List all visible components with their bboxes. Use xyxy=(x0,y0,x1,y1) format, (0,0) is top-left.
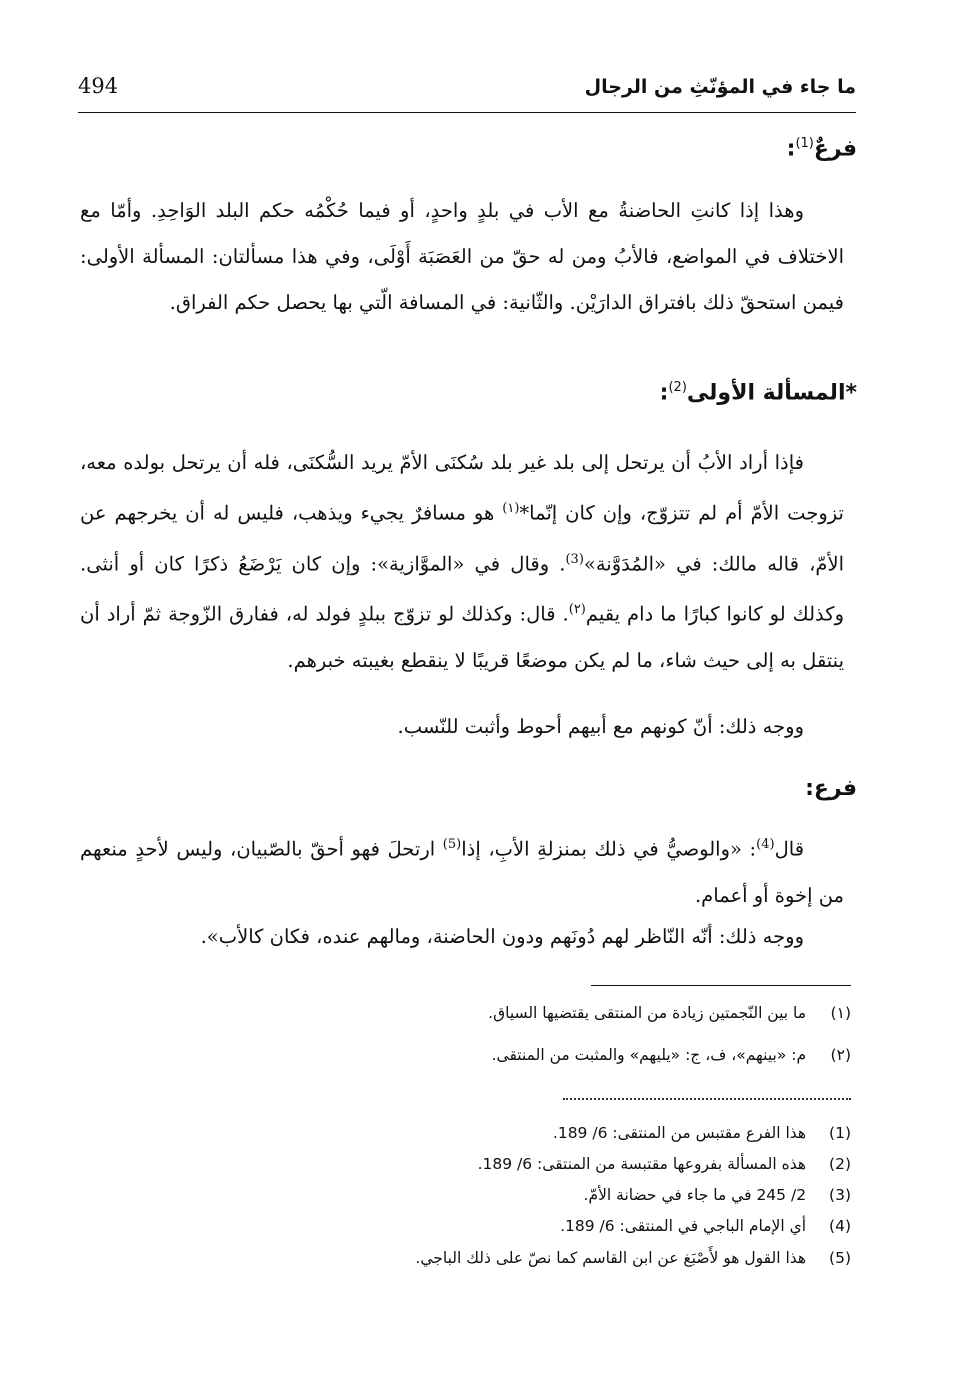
footnote-text: هذا الفرع مقتبس من المنتقى: 6/ 189. xyxy=(552,1124,807,1142)
footnote-number: (1) xyxy=(829,1124,851,1142)
footnote-rule xyxy=(591,985,851,986)
heading-colon: : xyxy=(786,136,796,162)
footnote-editor-2 xyxy=(492,1046,851,1064)
paragraph-father-relocation xyxy=(80,440,844,684)
footnote-ref: (١) xyxy=(502,501,520,516)
footnote-text: أي الإمام الباجي في المنتقى: 6/ 189. xyxy=(560,1217,807,1235)
footnote-text: هذه المسألة بفروعها مقتبسة من المنتقى: 6/ 189. xyxy=(477,1155,807,1173)
footnote-number: (١) xyxy=(830,1004,851,1022)
section-heading-first-issue xyxy=(660,380,857,405)
paragraph-reasoning-guardian: ووجه ذلك: أنّه النّاظر لهم دُونَهم ودون الحاضنة، ومالهم عنده، فكان كالأب». xyxy=(200,925,804,948)
heading-text: فرع: xyxy=(805,776,857,801)
text-run: . قال: وكذلك لو تزوّج ببلدٍ فولد له، ففارق الزّوجة ثمّ أراد أن ينتقل به إلى حيث شاء، ما لم يكن موضعًا قريبًا لا ينقطع بغيبته خبرهم. xyxy=(80,602,844,672)
footnote-author-4 xyxy=(560,1217,851,1235)
footnote-ref: (٢) xyxy=(568,602,586,617)
footnote-author-5 xyxy=(415,1249,851,1267)
footnote-editor-1 xyxy=(488,1004,851,1022)
footnote-ref: (4) xyxy=(756,837,775,852)
running-title: ما جاء في المؤنّثِ من الرجال xyxy=(584,76,856,98)
footnote-author-3 xyxy=(584,1186,851,1204)
text-run: هو مسافرٌ يجيء ويذهب، فليس له أن يخرجهم عن الأمّ، قاله مالك: في «المُدَوَّنة» xyxy=(80,501,844,575)
footnote-ref: (2) xyxy=(668,380,687,395)
text-run: . وقال في «الموَّازية»: وإن كان يَرْضَعُ ذكرًا كان أو أنثى. وكذلك لو كانوا كبارًا ما دام يقيم xyxy=(80,552,844,626)
text-run: : «والوصيُّ في ذلك بمنزلةِ الأبِ، إذا xyxy=(461,837,757,861)
heading-text: فرعٌ xyxy=(813,136,857,162)
section-heading-branch-2 xyxy=(805,776,857,801)
text-run: قال xyxy=(774,837,805,861)
heading-text: *المسألة الأولى xyxy=(686,380,857,406)
footnote-number: (2) xyxy=(829,1155,851,1173)
footnote-ref: (3) xyxy=(565,551,584,567)
page-number: 494 xyxy=(78,74,119,98)
footnote-number: (3) xyxy=(829,1186,851,1204)
paragraph-reasoning-lineage: ووجه ذلك: أنّ كونهم مع أبيهم أحوط وأثبت للنّسب. xyxy=(397,715,804,738)
footnote-ref: (1) xyxy=(795,136,814,151)
footnote-number: (٢) xyxy=(830,1046,851,1064)
text-run: ارتحلَ فهو أحقّ بالصّبيان، وليس لأحدٍ منعهم من إخوة أو أعمام. xyxy=(80,837,844,907)
footnote-author-2 xyxy=(478,1155,851,1173)
footnote-author-1 xyxy=(553,1124,851,1142)
paragraph-custody-distance: وهذا إذا كانتِ الحاضنةُ مع الأب في بلدٍ واحدٍ، أو فيما حُكْمُه حكم البلد الوَاحِدِ. وأمّا مع الاختلاف في المواضع، فالأبُ ومن له حقّ من العَصَبَة أَوْلَى، وفي هذا مسألتان: المسألة الأولى: فيمن استحقّ ذلك بافتراق الدارَيْن. والثّانية: في المسافة الّتي بها يحصل حكم الفراق. xyxy=(80,199,844,314)
footnote-number: (5) xyxy=(829,1249,851,1267)
footnote-text: م: «بينهم»، ف، ج: «يليهم» والمثبت من المنتقى. xyxy=(491,1046,807,1064)
footnote-number: (4) xyxy=(829,1217,851,1235)
heading-colon: : xyxy=(659,380,669,406)
paragraph-guardian xyxy=(80,822,844,919)
footnote-text: هذا القول هو لأَصْبَغ عن ابن القاسم كما نصّ على ذلك الباجي. xyxy=(415,1249,807,1267)
text-run: فإذا أراد الأبُ أن يرتحل إلى بلد غير بلد سُكنَى الأمّ يريد السُّكنَى، فله أن يرتحل بولده معه، تزوجت الأمّ أم لم تتزوّج، وإن كان إنّما* xyxy=(80,451,844,525)
footnote-dotted-separator xyxy=(563,1098,851,1100)
page-header xyxy=(78,72,856,113)
footnote-text: 2/ 245 في ما جاء في حضانة الأمّ. xyxy=(583,1186,807,1204)
footnote-ref: (5) xyxy=(442,837,462,852)
section-heading-branch-1 xyxy=(787,136,857,161)
footnote-text: ما بين النّجمتين زيادة من المنتقى يقتضيها السياق. xyxy=(488,1004,807,1022)
